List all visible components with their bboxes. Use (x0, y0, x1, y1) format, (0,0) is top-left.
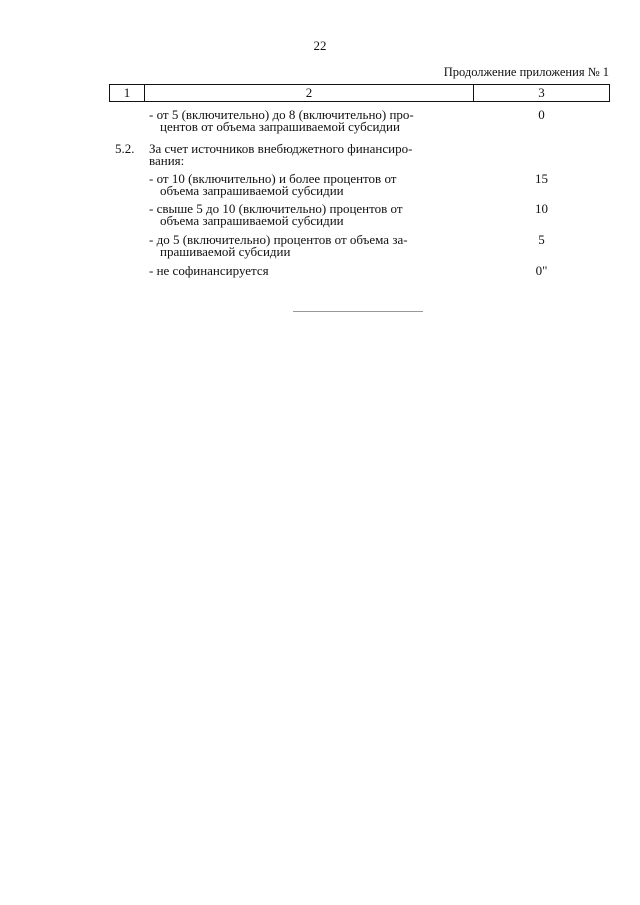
row-text-line: За счет источников внебюджетного финансиро- (149, 141, 413, 156)
row-text (149, 265, 474, 277)
continuation-caption: Продолжение приложения № 1 (443, 65, 609, 79)
row-text-line: - от 5 (включительно) до 8 (включительно) про- (149, 107, 414, 122)
row-value: 10 (535, 201, 548, 216)
row-text (149, 234, 474, 258)
row-value: 5 (538, 232, 545, 247)
row-value: 0" (535, 263, 548, 278)
row-text-line: объема запрашиваемой субсидии (160, 183, 344, 198)
row-text-line: - от 10 (включительно) и более процентов от (149, 171, 397, 186)
header-col-2: 2 (145, 85, 474, 101)
row-text-line: - не софинансируется (149, 263, 269, 278)
table-header-row (109, 84, 610, 102)
row-text-line: - до 5 (включительно) процентов от объема за- (149, 232, 408, 247)
row-text-line: - свыше 5 до 10 (включительно) процентов от (149, 201, 403, 216)
header-col-3: 3 (538, 85, 545, 100)
row-text-line: вания: (149, 153, 185, 168)
row-text (149, 143, 474, 167)
header-col-1: 1 (110, 85, 145, 101)
row-value: 15 (535, 171, 548, 186)
row-value: 0 (538, 107, 545, 122)
row-number: 5.2. (115, 141, 135, 156)
row-text (149, 109, 474, 133)
page-number: 22 (313, 38, 327, 53)
row-text-line: объема запрашиваемой субсидии (160, 213, 344, 228)
row-text-line: прашиваемой субсидии (160, 244, 291, 259)
end-divider (293, 311, 423, 312)
row-text-line: центов от объема запрашиваемой субсидии (160, 119, 400, 134)
row-text (149, 203, 474, 227)
row-text (149, 173, 474, 197)
